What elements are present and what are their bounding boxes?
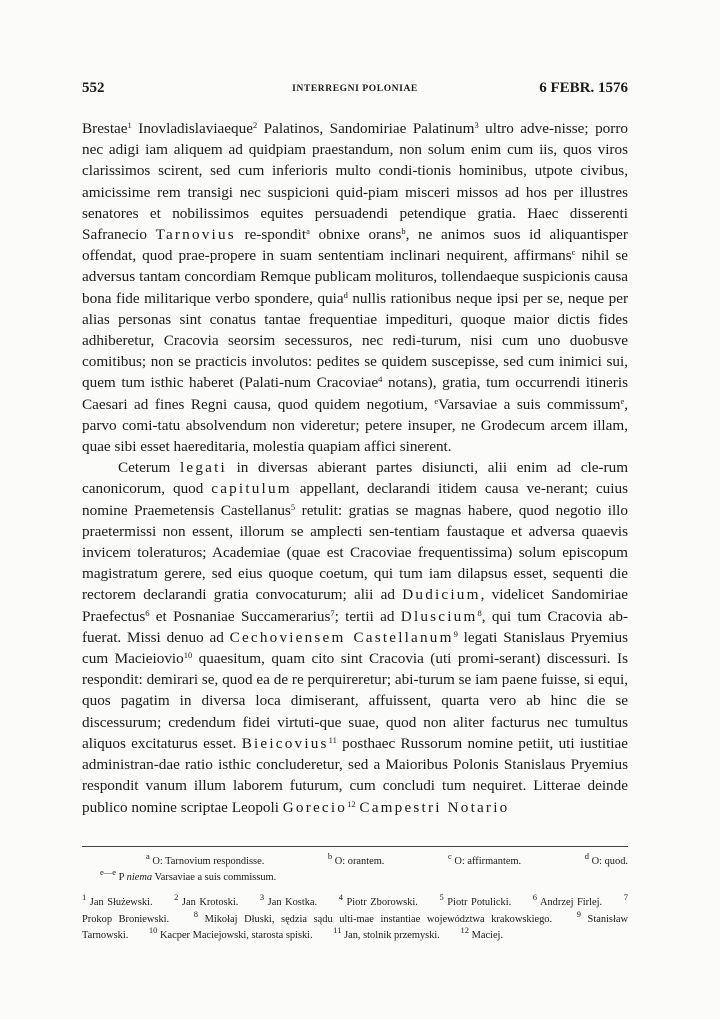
text-run: et Posnaniae Succamerarius	[149, 607, 331, 625]
footnote-number: 7	[623, 892, 628, 902]
text-run: Brestae	[82, 120, 128, 137]
footnote-text: Kacper Maciejowski, starosta spiski.	[157, 930, 313, 941]
footnotes	[82, 892, 628, 945]
paragraph-2	[82, 457, 628, 817]
note-text: P	[116, 872, 127, 883]
footnote	[193, 908, 553, 925]
text-run: Varsaviae a suis commissum	[438, 395, 621, 413]
text-run: posthaec Russorum nomine petiit, uti iustitiae administran-dae ratio isthic concluderetur, sed a Maioribus Polonis Stanislaus Pryemius respondit vanum illum laborem futurum, cum concludi tum nequiret. Litterae deinde publico nomine scriptae Leopoli	[82, 734, 628, 816]
footnote-ref: 9	[453, 628, 458, 639]
footnote-number: 3	[259, 892, 265, 902]
footnote-number: 11	[333, 925, 342, 935]
note-mark: b	[327, 851, 333, 861]
note-mark: c	[448, 851, 452, 861]
variant-note-d	[584, 851, 628, 870]
variant-ref: e	[620, 395, 625, 406]
footnote-ref: 4	[378, 374, 383, 385]
text-run: obnixe orans	[309, 226, 402, 244]
note-text: Varsaviae a suis commissum.	[152, 872, 277, 883]
footnote-text: Jan Kostka.	[264, 897, 318, 908]
footnote-number: 10	[148, 925, 158, 935]
main-text	[82, 118, 628, 818]
variant-notes-row	[82, 851, 628, 870]
running-header	[82, 80, 628, 100]
footnote-number: 4	[338, 892, 343, 902]
footnote-text: Maciej.	[469, 930, 504, 941]
text-run: notans), gratia, tum occurrendi itineris Caesari ad fines Regni causa, quod quidem negotium,	[82, 374, 628, 413]
variant-ref: b	[401, 226, 406, 237]
text-run: , parvo comi-tatu absolvendum non videretur; petere insuper, ne Grodecum arcem illam, quae sibi esset haereditaria, molestia quapiam affici sinerent.	[82, 395, 629, 456]
footnote-number: 6	[532, 892, 537, 902]
note-mark: e—e	[100, 867, 117, 877]
footnote-text: Jan, stolnik przemyski.	[341, 930, 440, 941]
footnote-ref: 11	[328, 734, 337, 745]
variant-note-a	[146, 851, 265, 870]
spaced-name: Dudicium	[402, 586, 481, 604]
variant-notes	[82, 851, 628, 886]
footnote-ref: 8	[477, 607, 482, 618]
footnote-text: Andrzej Firlej.	[537, 897, 603, 908]
variant-ref: a	[306, 226, 310, 237]
note-mark: a	[146, 851, 150, 861]
text-run: appellant, declarandi itidem causa ve-nerant; cuius nomine Praemetensis Castellanus	[82, 480, 628, 519]
footnote	[532, 892, 603, 908]
text-run: , ne animos suos id aliquantisper offendat, quod prae-propere in suam sententiam inclinari nequirent, affirmans	[82, 226, 628, 265]
footnote-number: 1	[82, 892, 87, 902]
spaced-name: Gorecio	[282, 798, 348, 816]
text-run: Inovladislaviaeque	[131, 120, 253, 137]
text-run: , videlicet Sandomiriae Praefectus	[82, 586, 628, 625]
text-run: legati Stanislaus Pryemius cum Macieiovio	[82, 628, 628, 668]
footnote-text: Mikołaj Dłuski, sędzia sądu ulti-mae instantiae województwa krakowskiego.	[198, 913, 553, 925]
text-run: re-spondit	[235, 226, 307, 244]
variant-ref: e	[434, 395, 439, 406]
header-date: 6 FEBR. 1576	[539, 80, 628, 96]
text-run: Palatinos, Sandomiriae Palatinum	[257, 120, 475, 137]
variant-ref: c	[571, 247, 576, 258]
spaced-name: Tarnovius	[155, 226, 236, 244]
text-run: in diversas abierant partes disiuncti, alii enim ad cle-rum canonicorum, quod	[82, 459, 629, 498]
note-mark: d	[584, 851, 590, 861]
footnote	[338, 892, 418, 908]
footnote-text: Jan Krotoski.	[178, 897, 239, 908]
footnote	[333, 925, 440, 941]
footnote	[174, 892, 239, 908]
footnote-ref: 5	[290, 501, 296, 512]
footnote-text: Piotr Zborowski.	[342, 897, 418, 908]
footnote-text: Prokop Broniewski.	[82, 913, 170, 925]
note-text: O: Tarnovium respondisse.	[149, 856, 265, 867]
footnote-ref: 3	[474, 120, 479, 130]
footnote-text: Piotr Potulicki.	[443, 897, 512, 908]
text-run: , qui tum Cracovia ab-fuerat. Missi denuo ad	[82, 607, 628, 646]
spaced-name: Cechoviensem Castellanum	[229, 628, 454, 646]
text-run: ultro adve-nisse; porro nec adigi iam aliquem ad quidpiam praestandum, non solum enim cum iis, quos viros clarissimos scirent, sed cum inferioris multo condi-tionis hominibus, utpote civibus, amicissime rem transigi nec suspicioni quid-piam misceri missos ad hos per illustres senatores et nobilissimos equites persuadendi petendique gratia. Haec disserenti Safranecio	[82, 120, 628, 244]
footnote-text: Stanisław Tarnowski.	[82, 913, 628, 941]
spaced-name: legati	[179, 459, 227, 477]
footnote-number: 12	[460, 925, 469, 935]
footnote-ref: 12	[347, 798, 356, 809]
text-run: Ceterum	[118, 459, 180, 477]
footnote-number: 9	[576, 908, 581, 919]
note-text: O: quod.	[589, 856, 628, 867]
footnote	[82, 892, 153, 908]
text-run: quaesitum, quam cito sint Cracovia (uti promi-serant) discessuri. Is respondit: demirari se, quod ea de re perquireretur; abi-turum se iam paene fuisse, si equi, quos pagatim in diversa loca dimiserant, affuissent, quarta vero ab hinc die se discessurum; credendum fidei virtuti-que suae, quod non aliter facturus nec tumultus aliquos excitaturus esset.	[82, 650, 628, 752]
text-run: nihil se adversus tantam concordiam Remque publicam molituros, tollendaeque suspicionis causa bona fide militarique verbo spondere, quia	[82, 247, 628, 307]
spaced-name: Dluscium	[400, 607, 478, 625]
variant-note-b	[327, 851, 385, 870]
footnote-text: Jan Służewski.	[86, 897, 153, 908]
text-run: nullis rationibus neque ipsi per se, neque per alias personas sint conatus tantae frequentiae impedituri, quoque maior dictis fides adhiberetur, Cracovia seorsim secessuros, nec redi-turum, nisi cum uno duobusve comitibus; non se practicis involutos: pedites se quidem suscepisse, sed cum inimici sui, quem tum isthic haberet (Palati-num Cracoviae	[82, 289, 628, 392]
footnote	[259, 892, 318, 908]
note-text-italic: niema	[126, 872, 153, 883]
footnote-ref: 10	[183, 650, 193, 661]
footnote-ref: 1	[127, 120, 132, 130]
paragraph-1	[82, 118, 628, 457]
footnote-ref: 7	[330, 607, 335, 618]
spaced-name: Bieicovius	[241, 734, 329, 752]
footnote-divider	[82, 846, 628, 847]
variant-note-e	[82, 867, 628, 886]
footnote-number: 8	[193, 908, 198, 919]
text-run: ; tertii ad	[334, 607, 401, 625]
footnote-number: 5	[439, 892, 444, 902]
footnote	[439, 892, 512, 908]
footnote	[460, 925, 504, 941]
page-number: 552	[82, 80, 105, 96]
note-text: O: affirmantem.	[451, 856, 522, 867]
spaced-name: Campestri Notario	[359, 798, 510, 816]
footnote-ref: 6	[145, 607, 150, 618]
footnote-ref: 2	[252, 120, 258, 130]
spaced-name: capitulum	[211, 480, 292, 498]
variant-note-c	[448, 851, 522, 870]
variant-ref: d	[343, 289, 348, 300]
text-run: retulit: gratias se magnas habere, quod negotio illo praetermissi non essent, illorum se amplecti sen-tentiam faustaque et adversa quaevis invicem toleraturos; Academiae (quae est Cracoviae frequentissima) solum episcopum magistratum gerere, sed eius quoque coetum, qui tum iam dilapsus esset, sequenti die rectorem declarandi gratia convocaturum; alii ad	[82, 501, 628, 604]
note-text: O: orantem.	[332, 856, 385, 867]
footnote-number: 2	[174, 892, 179, 902]
footnote	[148, 925, 313, 941]
running-title: INTERREGNI POLONIAE	[292, 84, 418, 94]
